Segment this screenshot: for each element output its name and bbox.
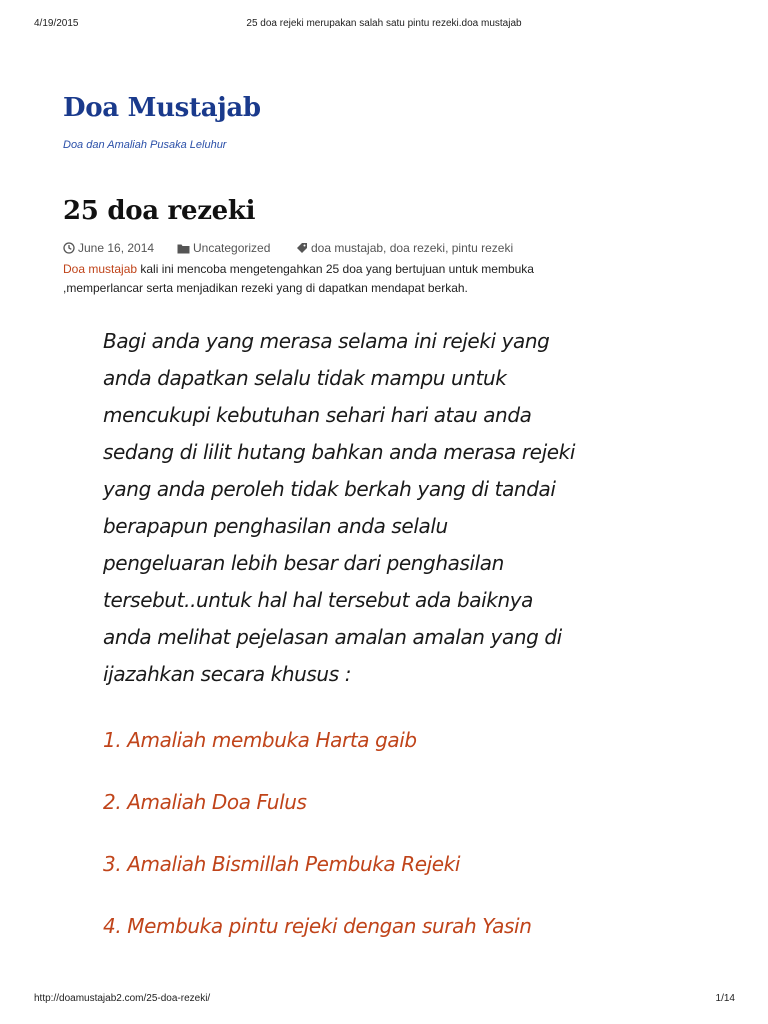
post-intro [63,260,583,298]
quote-line: ijazahkan secara khusus : [103,662,352,686]
list-item-link[interactable]: 2. Amaliah Doa Fulus [103,790,307,814]
post-date[interactable]: June 16, 2014 [78,241,155,255]
list-item [103,846,532,908]
post-title: 25 doa rezeki [63,196,256,226]
print-document-title: 25 doa rejeki merupakan salah satu pintu rezeki.doa mustajab [246,18,522,29]
quote-line: mencukupi kebutuhan sehari hari atau anda [103,403,532,427]
tag-icon [296,242,308,257]
post-tags[interactable]: doa mustajab, doa rezeki, pintu rezeki [311,241,514,255]
clock-icon [63,242,75,257]
quote-line: tersebut..untuk hal hal tersebut ada baiknya [103,588,534,612]
quote-line: Bagi anda yang merasa selama ini rejeki yang [103,329,550,353]
post-category-group[interactable] [177,241,270,257]
intro-text-2: ,memperlancar serta menjadikan rezeki yang di dapatkan mendapat berkah. [63,281,468,295]
print-url: http://doamustajab2.com/25-doa-rezeki/ [34,993,211,1004]
post-date-group[interactable] [63,241,154,257]
list-item-link[interactable]: 1. Amaliah membuka Harta gaib [103,728,417,752]
site-title-link[interactable]: Doa Mustajab [63,93,261,123]
list-item-link[interactable]: 4. Membuka pintu rejeki dengan surah Yasin [103,914,532,938]
folder-icon [177,243,190,257]
post-quote [103,323,603,693]
post-tags-group[interactable] [296,241,513,257]
list-item [103,722,532,784]
post-category[interactable]: Uncategorized [193,241,271,255]
quote-line: yang anda peroleh tidak berkah yang di tandai [103,477,556,501]
list-item [103,784,532,846]
quote-line: sedang di lilit hutang bahkan anda merasa rejeki [103,440,575,464]
site-tagline: Doa dan Amaliah Pusaka Leluhur [63,139,227,151]
quote-line: berapapun penghasilan anda selalu [103,514,448,538]
quote-line: anda dapatkan selalu tidak mampu untuk [103,366,507,390]
amaliah-list [103,722,532,970]
quote-line: anda melihat pejelasan amalan amalan yang di [103,625,562,649]
list-item [103,908,532,970]
intro-text-1: kali ini mencoba mengetengahkan 25 doa yang bertujuan untuk membuka [137,262,534,276]
intro-link[interactable]: Doa mustajab [63,262,138,276]
list-item-link[interactable]: 3. Amaliah Bismillah Pembuka Rejeki [103,852,461,876]
quote-line: pengeluaran lebih besar dari penghasilan [103,551,504,575]
print-page-number: 1/14 [715,993,735,1004]
print-date: 4/19/2015 [34,18,79,29]
